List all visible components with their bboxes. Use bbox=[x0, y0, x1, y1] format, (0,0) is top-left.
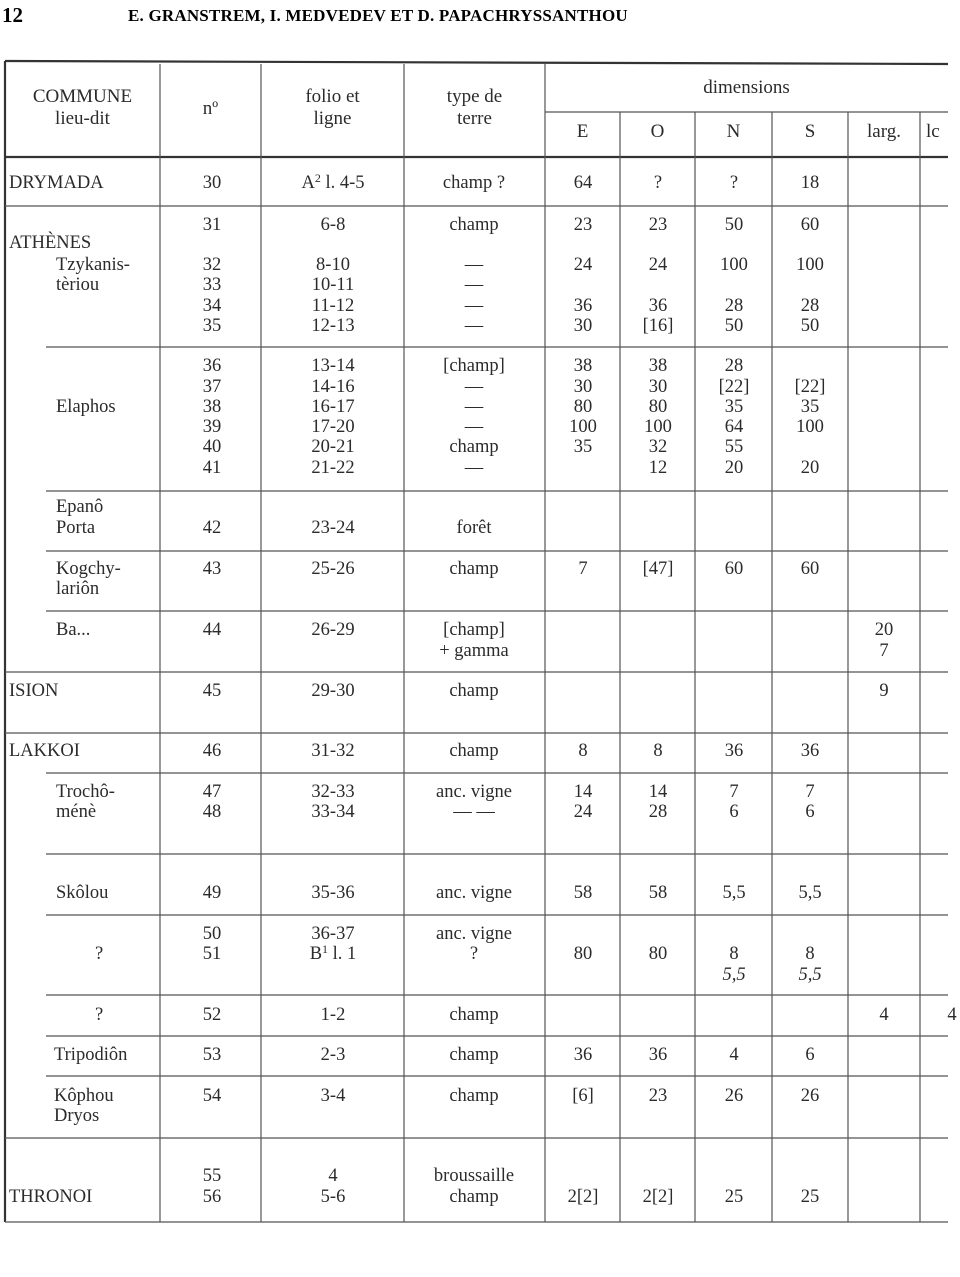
row-folio: 8-10 bbox=[316, 255, 350, 275]
row-dim-E: 7 bbox=[578, 559, 588, 579]
row-type: anc. vigne bbox=[435, 883, 513, 903]
row-dim-S: 25 bbox=[800, 1187, 820, 1207]
header-number: nº bbox=[202, 98, 219, 119]
row-dim-S: 35 bbox=[800, 397, 820, 417]
row-folio: 4 bbox=[328, 1166, 338, 1186]
row-folio: 10-11 bbox=[311, 275, 355, 295]
row-dim-O: 80 bbox=[648, 944, 668, 964]
row-dim-S: 100 bbox=[796, 255, 824, 275]
header-O: O bbox=[650, 121, 665, 142]
row-number: 34 bbox=[202, 296, 222, 316]
row-number: 47 bbox=[202, 782, 222, 802]
row-dim-S: 7 bbox=[805, 782, 815, 802]
row-number: 56 bbox=[202, 1187, 222, 1207]
row-dim-E: 24 bbox=[573, 255, 593, 275]
row-folio: 12-13 bbox=[311, 316, 355, 336]
header-larg: larg. bbox=[867, 121, 901, 142]
row-dim-N: 50 bbox=[724, 215, 744, 235]
place-label: Elaphos bbox=[56, 397, 116, 417]
row-number: 55 bbox=[202, 1166, 222, 1186]
row-folio: 36-37 bbox=[311, 924, 355, 944]
row-number: 45 bbox=[202, 681, 222, 701]
row-type-extra: + gamma bbox=[439, 641, 509, 661]
header-lieu-dit: lieu-dit bbox=[55, 108, 110, 129]
row-number: 48 bbox=[202, 802, 222, 822]
row-number: 42 bbox=[202, 518, 222, 538]
row-dim-E: 58 bbox=[573, 883, 593, 903]
row-dim-N: 28 bbox=[724, 296, 744, 316]
row-dim-N: 35 bbox=[724, 397, 744, 417]
row-dim-O: 32 bbox=[648, 437, 668, 457]
row-number: 39 bbox=[202, 417, 222, 437]
row-type: — bbox=[464, 417, 484, 437]
row-type: champ bbox=[449, 437, 499, 457]
row-folio: 3-4 bbox=[320, 1086, 346, 1106]
place-label: THRONOI bbox=[9, 1187, 93, 1207]
row-type: — bbox=[464, 316, 484, 336]
place-label: Tzykanis- bbox=[56, 255, 130, 275]
row-dim-E: 36 bbox=[573, 296, 593, 316]
row-dim-S: 26 bbox=[800, 1086, 820, 1106]
header-N: N bbox=[726, 121, 741, 142]
place-label: Dryos bbox=[54, 1106, 100, 1126]
row-dim-S: 6 bbox=[805, 1045, 815, 1065]
row-dim-E: [6] bbox=[572, 1086, 594, 1106]
row-folio: 25-26 bbox=[311, 559, 355, 579]
row-type: — bbox=[464, 377, 484, 397]
running-head: E. GRANSTREM, I. MEDVEDEV ET D. PAPACHRYSSANTHOU bbox=[128, 6, 628, 25]
header-type: type de bbox=[446, 86, 503, 107]
place-label: ménè bbox=[56, 802, 97, 822]
row-type: champ bbox=[449, 1086, 499, 1106]
row-dim-N: 100 bbox=[720, 255, 748, 275]
row-dim-O: 23 bbox=[648, 1086, 668, 1106]
row-dim-S-extra: 5,5 bbox=[798, 965, 822, 985]
row-folio: 2-3 bbox=[320, 1045, 346, 1065]
row-type: champ ? bbox=[442, 173, 506, 193]
row-number: 44 bbox=[202, 620, 222, 640]
row-type: — bbox=[464, 275, 484, 295]
row-dim-O: 12 bbox=[648, 458, 668, 478]
place-label: LAKKOI bbox=[9, 741, 80, 761]
row-dim-O: 24 bbox=[648, 255, 668, 275]
row-number: 38 bbox=[202, 397, 222, 417]
row-dim-N: 8 bbox=[729, 944, 739, 964]
row-dim-E: 35 bbox=[573, 437, 593, 457]
row-dim-S: 8 bbox=[805, 944, 815, 964]
header-lc: lc bbox=[926, 121, 940, 142]
row-dim-S: 60 bbox=[800, 559, 820, 579]
row-type: anc. vigne bbox=[435, 924, 513, 944]
header-commune: COMMUNE bbox=[32, 86, 133, 107]
row-type: broussaille bbox=[433, 1166, 515, 1186]
row-type: champ bbox=[449, 1005, 499, 1025]
place-label: Kôphou bbox=[54, 1086, 114, 1106]
row-dim-N: 64 bbox=[724, 417, 744, 437]
header-ligne: ligne bbox=[313, 108, 352, 129]
row-dim-E: 80 bbox=[573, 397, 593, 417]
row-number: 32 bbox=[202, 255, 222, 275]
row-number: 35 bbox=[202, 316, 222, 336]
header-folio: folio et bbox=[305, 86, 360, 107]
row-dim-S: 28 bbox=[800, 296, 820, 316]
row-dim-E: 14 bbox=[573, 782, 593, 802]
row-dim-E: 2[2] bbox=[567, 1187, 599, 1207]
row-folio: 14-16 bbox=[311, 377, 355, 397]
row-dim-O: 23 bbox=[648, 215, 668, 235]
row-dim-O: [16] bbox=[642, 316, 674, 336]
row-dim-S: 50 bbox=[800, 316, 820, 336]
row-type: — bbox=[464, 458, 484, 478]
row-dim-O: 100 bbox=[644, 417, 672, 437]
row-dim-S: [22] bbox=[794, 377, 826, 397]
page-number: 12 bbox=[2, 3, 23, 27]
row-dim-O: 38 bbox=[648, 356, 668, 376]
row-number: 31 bbox=[202, 215, 222, 235]
row-dim-N: 26 bbox=[724, 1086, 744, 1106]
row-number: 54 bbox=[202, 1086, 222, 1106]
row-dim-N: 55 bbox=[724, 437, 744, 457]
row-folio: 6-8 bbox=[320, 215, 346, 235]
row-folio: 29-30 bbox=[311, 681, 355, 701]
row-type: forêt bbox=[456, 518, 492, 538]
row-type: champ bbox=[449, 559, 499, 579]
row-dim-O: 58 bbox=[648, 883, 668, 903]
row-dim-E: 30 bbox=[573, 316, 593, 336]
row-dim-E: 38 bbox=[573, 356, 593, 376]
row-folio: 31-32 bbox=[311, 741, 355, 761]
row-type: [champ] bbox=[443, 356, 505, 376]
row-dim-O: 14 bbox=[648, 782, 668, 802]
row-type: — bbox=[464, 255, 484, 275]
row-type: ? bbox=[469, 944, 479, 964]
row-dim-larg-extra: 7 bbox=[879, 641, 889, 661]
row-dim-S: 6 bbox=[805, 802, 815, 822]
row-number: 43 bbox=[202, 559, 222, 579]
row-number: 33 bbox=[202, 275, 222, 295]
row-dim-O: ? bbox=[653, 173, 663, 193]
row-dim-N: 20 bbox=[724, 458, 744, 478]
row-dim-N: 36 bbox=[724, 741, 744, 761]
row-dim-N: 5,5 bbox=[722, 883, 746, 903]
place-label: ? bbox=[95, 944, 104, 964]
row-folio: 23-24 bbox=[311, 518, 355, 538]
place-label: Ba... bbox=[56, 620, 91, 640]
row-number: 53 bbox=[202, 1045, 222, 1065]
row-dim-O: 2[2] bbox=[642, 1187, 674, 1207]
row-dim-E: 36 bbox=[573, 1045, 593, 1065]
row-dim-N: 60 bbox=[724, 559, 744, 579]
row-folio: 32-33 bbox=[311, 782, 355, 802]
row-dim-E: 8 bbox=[578, 741, 588, 761]
row-dim-E: 64 bbox=[573, 173, 593, 193]
row-folio: 11-12 bbox=[311, 296, 355, 316]
row-type: [champ] bbox=[443, 620, 505, 640]
header-E: E bbox=[576, 121, 589, 142]
place-label: ATHÈNES bbox=[9, 233, 92, 253]
row-dim-E: 23 bbox=[573, 215, 593, 235]
row-folio: 20-21 bbox=[311, 437, 355, 457]
place-label: Tripodiôn bbox=[54, 1045, 128, 1065]
row-type: champ bbox=[449, 1045, 499, 1065]
row-folio: 5-6 bbox=[320, 1187, 346, 1207]
row-folio: 26-29 bbox=[311, 620, 355, 640]
row-folio: 13-14 bbox=[311, 356, 355, 376]
row-dim-N: 25 bbox=[724, 1187, 744, 1207]
row-number: 40 bbox=[202, 437, 222, 457]
row-dim-O: 80 bbox=[648, 397, 668, 417]
place-label: Trochô- bbox=[56, 782, 115, 802]
row-dim-lc: 4 bbox=[947, 1005, 957, 1025]
row-dim-O: 36 bbox=[648, 296, 668, 316]
row-number: 30 bbox=[202, 173, 222, 193]
row-dim-E: 80 bbox=[573, 944, 593, 964]
place-label: DRYMADA bbox=[9, 173, 104, 193]
row-folio: 1-2 bbox=[320, 1005, 346, 1025]
place-label: ? bbox=[95, 1005, 104, 1025]
header-dimensions: dimensions bbox=[703, 77, 790, 98]
place-label: lariôn bbox=[56, 579, 100, 599]
row-dim-N: 6 bbox=[729, 802, 739, 822]
place-label: tèriou bbox=[56, 275, 100, 295]
row-number: 37 bbox=[202, 377, 222, 397]
header-terre: terre bbox=[457, 108, 492, 129]
row-folio: 33-34 bbox=[311, 802, 355, 822]
row-dim-S: 18 bbox=[800, 173, 820, 193]
row-dim-S: 60 bbox=[800, 215, 820, 235]
row-dim-N: ? bbox=[729, 173, 739, 193]
row-type: champ bbox=[449, 1187, 499, 1207]
row-type: — bbox=[464, 296, 484, 316]
row-folio: 17-20 bbox=[311, 417, 355, 437]
row-type: — bbox=[464, 397, 484, 417]
place-label: Skôlou bbox=[56, 883, 109, 903]
row-type: champ bbox=[449, 741, 499, 761]
row-dim-O: [47] bbox=[642, 559, 674, 579]
row-number: 50 bbox=[202, 924, 222, 944]
row-folio: $A^2$ l. 4-5 bbox=[301, 171, 365, 193]
row-number: 49 bbox=[202, 883, 222, 903]
row-dim-O: 36 bbox=[648, 1045, 668, 1065]
row-dim-larg: 20 bbox=[874, 620, 894, 640]
row-number: 51 bbox=[202, 944, 222, 964]
place-label: Kogchy- bbox=[56, 559, 121, 579]
row-dim-larg: 4 bbox=[879, 1005, 889, 1025]
row-type: anc. vigne bbox=[435, 782, 513, 802]
row-dim-N: 28 bbox=[724, 356, 744, 376]
row-dim-S: 100 bbox=[796, 417, 824, 437]
row-folio: 35-36 bbox=[311, 883, 355, 903]
row-number: 52 bbox=[202, 1005, 222, 1025]
place-label: Epanô bbox=[56, 497, 104, 517]
row-dim-E: 30 bbox=[573, 377, 593, 397]
row-dim-O: 8 bbox=[653, 741, 663, 761]
row-dim-E: 100 bbox=[569, 417, 597, 437]
row-dim-S: 36 bbox=[800, 741, 820, 761]
row-dim-O: 28 bbox=[648, 802, 668, 822]
row-type: champ bbox=[449, 215, 499, 235]
row-number: 41 bbox=[202, 458, 222, 478]
place-label: Porta bbox=[56, 518, 96, 538]
row-dim-N: 7 bbox=[729, 782, 739, 802]
header-S: S bbox=[804, 121, 816, 142]
row-folio: 16-17 bbox=[311, 397, 355, 417]
row-type: champ bbox=[449, 681, 499, 701]
row-dim-N: [22] bbox=[718, 377, 750, 397]
row-folio: 21-22 bbox=[311, 458, 355, 478]
row-dim-S: 20 bbox=[800, 458, 820, 478]
row-dim-S: 5,5 bbox=[798, 883, 822, 903]
row-dim-E: 24 bbox=[573, 802, 593, 822]
row-folio: $B^1$ l. 1 bbox=[309, 942, 357, 964]
row-number: 36 bbox=[202, 356, 222, 376]
place-label: ISION bbox=[9, 681, 59, 701]
row-dim-larg: 9 bbox=[879, 681, 889, 701]
row-type: — — bbox=[453, 802, 495, 822]
row-dim-N-extra: 5,5 bbox=[722, 965, 746, 985]
row-dim-N: 4 bbox=[729, 1045, 739, 1065]
row-dim-N: 50 bbox=[724, 316, 744, 336]
row-dim-O: 30 bbox=[648, 377, 668, 397]
row-number: 46 bbox=[202, 741, 222, 761]
